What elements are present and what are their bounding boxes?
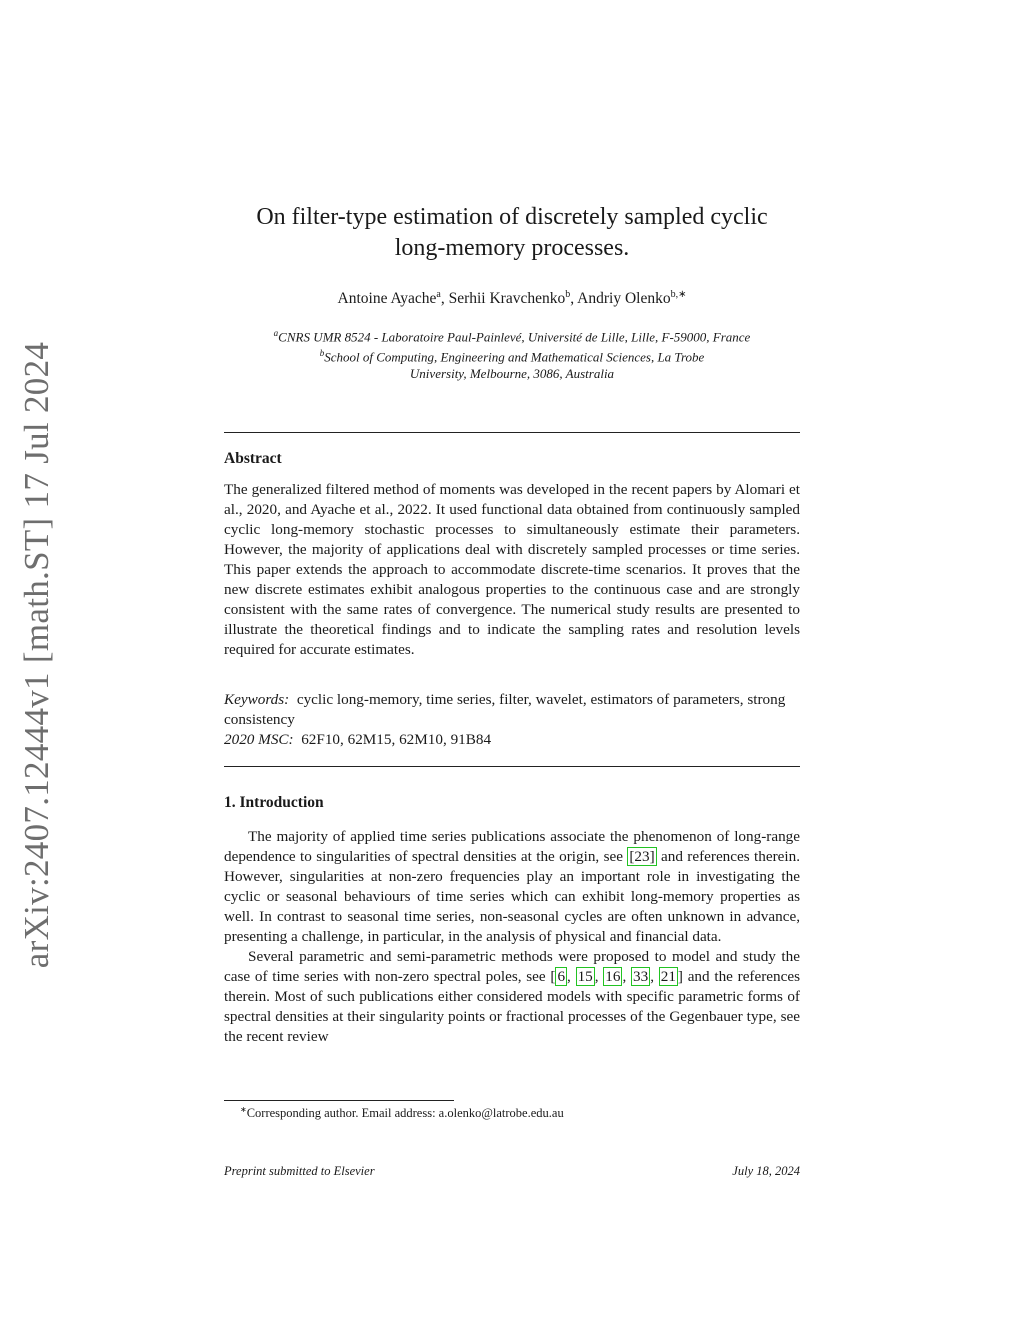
section-heading-introduction: 1. Introduction — [224, 794, 324, 811]
citation-separator: , — [567, 968, 576, 985]
affiliations — [224, 325, 800, 382]
abstract-text: The generalized filtered method of moments was developed in the recent papers by Alomari et al., 2020, and Ayache et al., 2022. It used functional data obtained from continuously sampled cyclic long-memory stochastic processes to simultaneously estimate their parameters. However, the majority of applications deal with discretely sampled processes or time series. This paper extends the approach to accommodate discrete-time scenarios. It proves that the new discrete estimates exhibit analogous properties to the continuous case and are strongly consistent with the same rates of convergence. The numerical study results are presented to illustrate the theoretical findings and to indicate the sampling rates and resolution levels required for accurate estimates. — [224, 481, 800, 658]
author-list — [224, 289, 800, 308]
author-name: Serhii Kravchenko — [448, 290, 566, 308]
affiliation-text: School of Computing, Engineering and Mathematical Sciences, La Trobe — [324, 349, 705, 365]
author-sup: b,∗ — [670, 289, 687, 300]
page-footer — [224, 1164, 800, 1179]
arxiv-side-stamp — [12, 341, 62, 969]
msc-label: 2020 MSC: — [224, 731, 294, 748]
affiliation-b-continued: University, Melbourne, 3086, Australia — [409, 365, 615, 381]
citation-separator: , — [650, 968, 659, 985]
footnote-text: Corresponding author. Email address: a.olenko@latrobe.edu.au — [246, 1106, 564, 1121]
citation-separator: , — [594, 968, 604, 985]
abstract-top-rule — [224, 432, 800, 433]
author-sup: a — [436, 289, 441, 300]
text-run: ] and the references therein. Most of such publications either considered models with specific parametric forms of spectral densities at their singularity points or fractional processes of the Gegenbauer type, see the recent review — [224, 968, 801, 1045]
text-run: and references therein. However, singularities at non-zero frequencies play an important role in investigating the cyclic or seasonal behaviours of time series which can exhibit long-memory properties as well. In contrast to seasonal time series, non-seasonal cycles are often unknown in advance, presenting a challenge, in particular, in the analysis of physical and financial data. — [224, 848, 800, 945]
citation-link[interactable]: 33 — [633, 968, 649, 985]
footnote-mark: ∗ — [240, 1105, 247, 1114]
footer-date: July 18, 2024 — [732, 1164, 800, 1178]
citation-separator: , — [622, 968, 631, 985]
author-separator: , — [440, 290, 449, 308]
introduction-body — [224, 827, 800, 1047]
arxiv-identifier: arXiv:2407.12444v1 [math.ST] 17 Jul 2024 — [17, 341, 56, 969]
keywords-label: Keywords: — [224, 691, 290, 708]
text-run: Several parametric and semi-parametric methods were proposed to model and study the case of time series with non-zero spectral poles, see [ — [224, 948, 800, 985]
msc-codes: 62F10, 62M15, 62M10, 91B84 — [301, 731, 492, 748]
author-sup: b — [565, 289, 571, 300]
author-separator: , — [570, 290, 578, 308]
abstract-bottom-rule — [224, 766, 800, 767]
citation-link[interactable]: 15 — [577, 968, 593, 985]
author-name: Antoine Ayache — [337, 290, 437, 308]
affiliation-sup: a — [273, 328, 279, 338]
title-line-2: long-memory processes. — [394, 235, 630, 261]
citation-link[interactable]: 21 — [660, 968, 676, 985]
intro-paragraph-1 — [224, 827, 800, 947]
citation-link[interactable]: 6 — [557, 968, 566, 985]
intro-paragraph-2 — [224, 947, 800, 1047]
affiliation-b — [224, 345, 800, 365]
paper-title — [224, 202, 800, 264]
footnote — [224, 1105, 800, 1121]
author-name: Andriy Olenko — [577, 290, 671, 308]
affiliation-a — [224, 325, 800, 345]
citation-link[interactable]: 16 — [605, 968, 621, 985]
citation-link[interactable]: [23] — [629, 848, 655, 865]
keywords-block — [224, 690, 800, 750]
abstract-heading: Abstract — [224, 450, 282, 467]
text-run: The majority of applied time series publications associate the phenomenon of long-range dependence to singularities of spectral densities at the origin, see — [224, 828, 800, 865]
keywords-text: cyclic long-memory, time series, filter, wavelet, estimators of parameters, strong consistency — [224, 691, 786, 728]
footer-preprint-note: Preprint submitted to Elsevier — [224, 1164, 375, 1178]
title-line-1: On filter-type estimation of discretely sampled cyclic — [256, 204, 768, 230]
affiliation-sup: b — [319, 348, 325, 359]
footnote-rule — [224, 1100, 454, 1101]
affiliation-text: CNRS UMR 8524 - Laboratoire Paul-Painlevé, Université de Lille, Lille, F-59000, France — [278, 329, 751, 345]
